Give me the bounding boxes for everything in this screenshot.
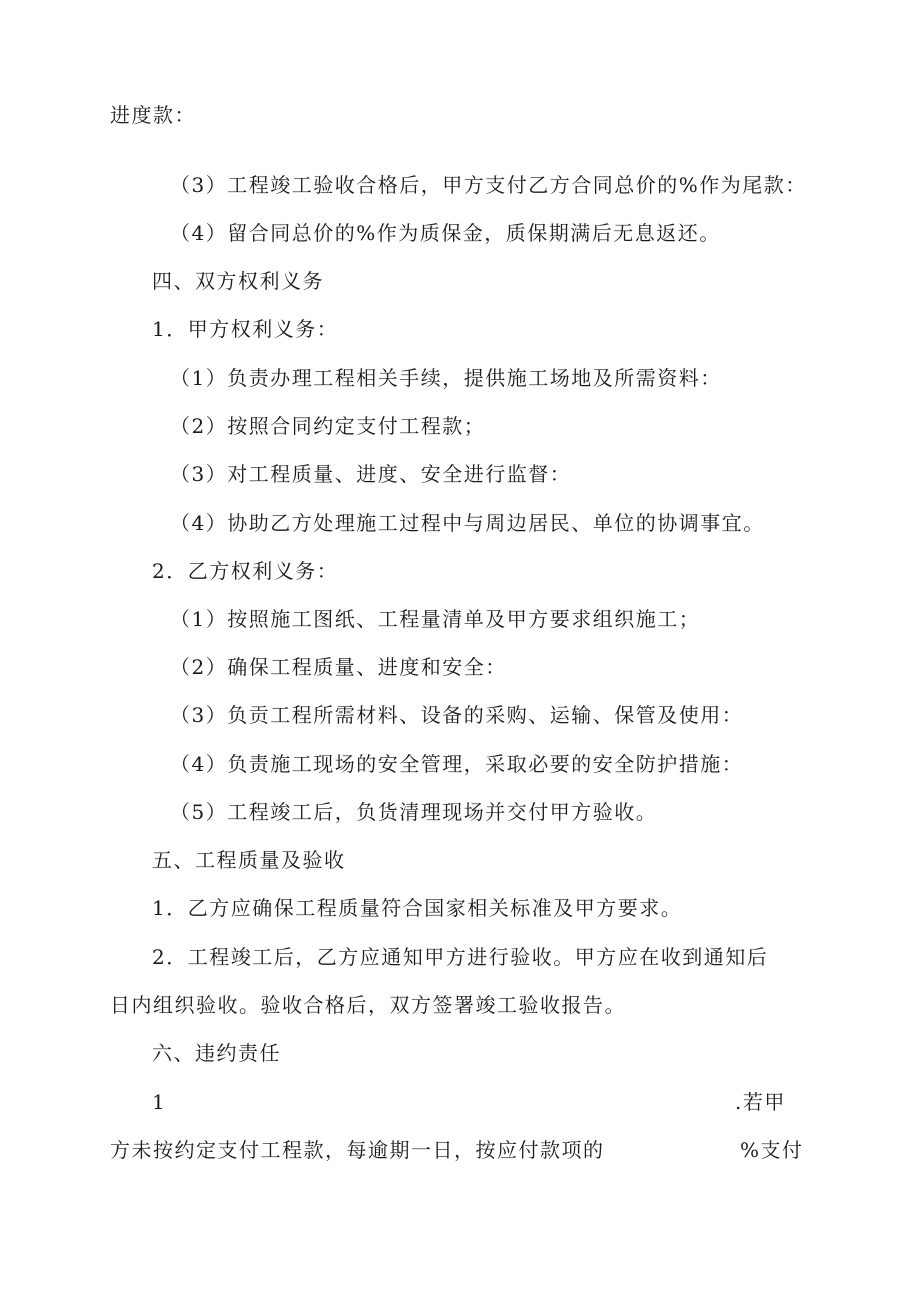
text-quality-2: 2．工程竣工后，乙方应通知甲方进行验收。甲方应在收到通知后 [152,945,769,969]
text-item-4-warranty: （4）留合同总价的%作为质保金，质保期满后无息返还。 [170,221,721,245]
heading-quality-acceptance: 五、工程质量及验收 [152,848,346,872]
text-liability-tail: .若甲 [735,1090,786,1114]
subheading-party-b: 2．乙方权利义务： [152,559,339,583]
text-progress-payment: 进度款： [110,103,196,127]
text-a-item-4: （4）协助乙方处理施工过程中与周边居民、单位的协调事宜。 [170,511,765,535]
text-liability-line2-end: %支付 [740,1138,804,1162]
text-a-item-3: （3）对工程质量、进度、安全进行监督： [170,462,572,486]
text-b-item-2: （2）确保工程质量、进度和安全： [170,655,507,679]
heading-liability: 六、违约责任 [152,1041,281,1065]
text-a-item-1: （1）负责办理工程相关手续，提供施工场地及所需资料： [170,366,722,390]
text-liability-line2: 方未按约定支付工程款，每逾期一日，按应付款项的 [110,1138,605,1162]
text-b-item-5: （5）工程竣工后，负货清理现场并交付甲方验收。 [170,800,658,824]
subheading-party-a: 1．甲方权利义务： [152,317,339,341]
text-b-item-3: （3）负贡工程所需材料、设备的采购、运输、保管及使用： [170,703,744,727]
text-quality-2-cont: 日内组织验收。验收合格后，双方签署竣工验收报告。 [110,993,626,1017]
text-liability-number: 1 [152,1090,167,1114]
heading-rights-obligations: 四、双方权利义务 [152,269,324,293]
text-item-3-final-payment: （3）工程竣工验收合格后，甲方支付乙方合同总价的%作为尾款： [170,173,807,197]
text-b-item-4: （4）负责施工现场的安全管理，采取必要的安全防护措施： [170,752,744,776]
text-a-item-2: （2）按照合同约定支付工程款； [170,414,486,438]
text-quality-1: 1．乙方应确保工程质量符合国家相关标准及甲方要求。 [152,896,683,920]
text-b-item-1: （1）按照施工图纸、工程量清单及甲方要求组织施工； [170,607,701,631]
